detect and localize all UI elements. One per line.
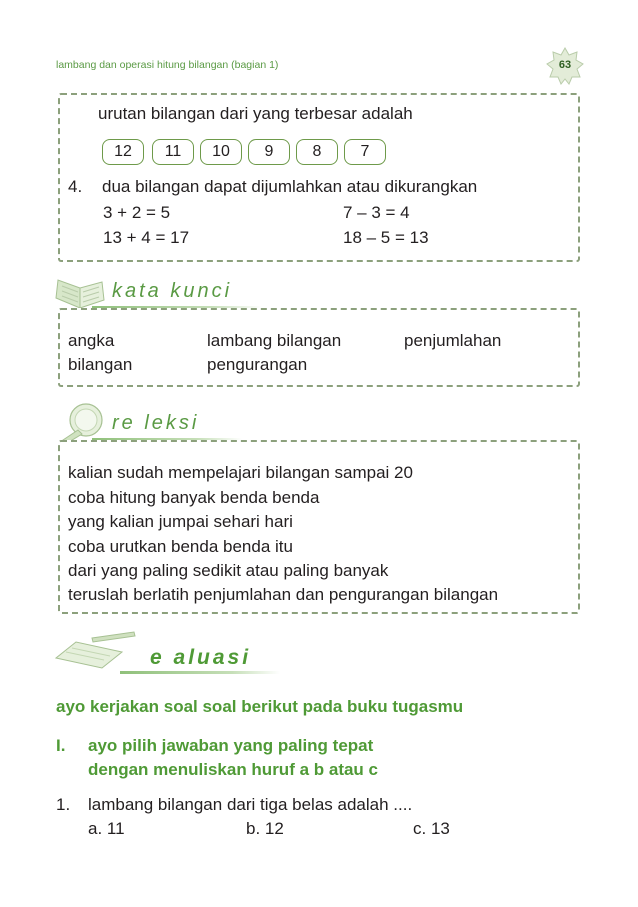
- keyword: lambang bilangan: [207, 331, 342, 350]
- item4-text: dua bilangan dapat dijumlahkan atau dikurangkan: [102, 177, 478, 196]
- equation: 13 + 4 = 17: [103, 228, 190, 247]
- item-number: 4.: [68, 177, 83, 196]
- reflection-line: coba hitung banyak benda benda: [68, 488, 320, 507]
- equation: 7 – 3 = 4: [343, 203, 410, 222]
- number-pill: 9: [248, 139, 290, 165]
- reflection-line: coba urutkan benda benda itu: [68, 537, 293, 556]
- number-pill: 10: [200, 139, 242, 165]
- section-number: I.: [56, 736, 66, 755]
- number-pill: 8: [296, 139, 338, 165]
- reflection-line: yang kalian jumpai sehari hari: [68, 512, 293, 531]
- keyword: angka: [68, 331, 115, 350]
- order-text: urutan bilangan dari yang terbesar adalah: [98, 104, 413, 123]
- section-underline: [120, 671, 280, 674]
- equation: 3 + 2 = 5: [103, 203, 171, 222]
- exercise-intro: ayo kerjakan soal soal berikut pada buku tugasmu: [56, 697, 464, 716]
- answer-option: c. 13: [413, 819, 450, 838]
- equation: 18 – 5 = 13: [343, 228, 429, 247]
- section-title-refleksi: re leksi: [112, 412, 200, 434]
- question-number: 1.: [56, 795, 71, 814]
- notebook-pen-icon: [52, 628, 138, 672]
- answer-option: b. 12: [246, 819, 284, 838]
- page-number: 63: [558, 59, 572, 71]
- running-header: lambang dan operasi hitung bilangan (bagian 1): [56, 59, 279, 71]
- number-pill: 11: [152, 139, 194, 165]
- keyword: bilangan: [68, 355, 133, 374]
- question-text: lambang bilangan dari tiga belas adalah ....: [88, 795, 413, 814]
- keyword: pengurangan: [207, 355, 308, 374]
- number-pill: 7: [344, 139, 386, 165]
- answer-option: a. 11: [88, 819, 125, 838]
- reflection-line: teruslah berlatih penjumlahan dan pengurangan bilangan: [68, 585, 499, 604]
- instruction-line: dengan menuliskan huruf a b atau c: [88, 760, 378, 779]
- reflection-line: kalian sudah mempelajari bilangan sampai 20: [68, 463, 413, 482]
- instruction-line: ayo pilih jawaban yang paling tepat: [88, 736, 374, 755]
- keyword: penjumlahan: [404, 331, 502, 350]
- number-pill: 12: [102, 139, 144, 165]
- section-title-evaluasi: e aluasi: [150, 646, 252, 669]
- reflection-line: dari yang paling sedikit atau paling banyak: [68, 561, 389, 580]
- section-title-kata-kunci: kata kunci: [112, 280, 233, 302]
